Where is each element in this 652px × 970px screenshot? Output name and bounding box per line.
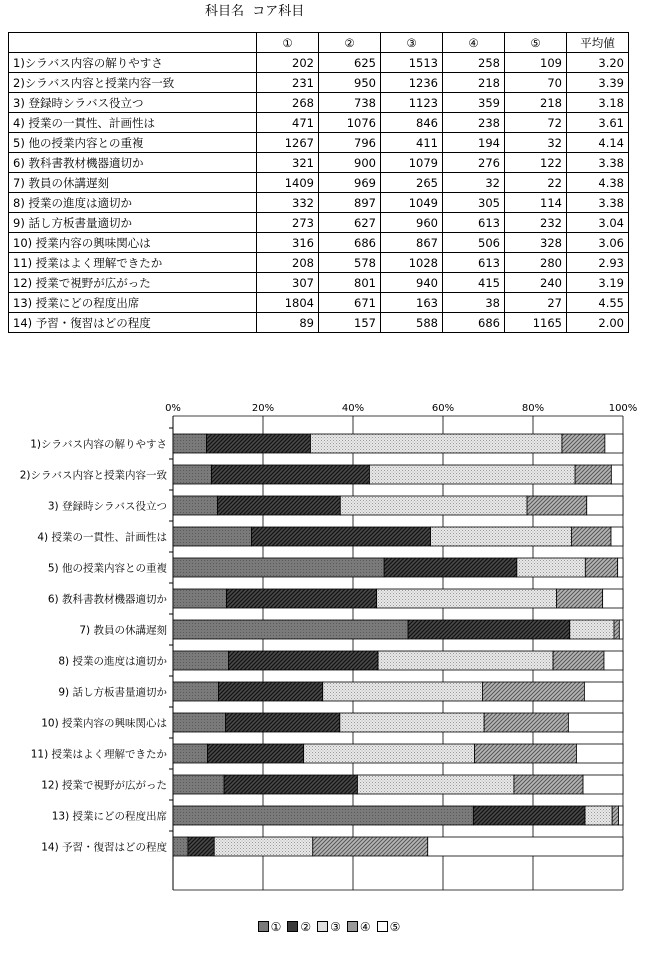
count-cell-4: 32 [443,173,505,193]
average-cell: 4.14 [567,133,629,153]
bar-segment-3 [570,620,614,639]
count-cell-4: 238 [443,113,505,133]
count-cell-5: 32 [505,133,567,153]
count-cell-3: 846 [381,113,443,133]
count-cell-2: 1076 [319,113,381,133]
bar-segment-5 [603,589,623,608]
bar-segment-4 [482,682,584,701]
count-cell-1: 307 [257,273,319,293]
category-label: 2)シラバス内容と授業内容一致 [19,469,167,482]
count-cell-2: 801 [319,273,381,293]
bar-segment-2 [208,744,304,763]
header [205,0,304,19]
count-cell-4: 613 [443,213,505,233]
question-cell: 9) 話し方板書量適切か [9,213,257,233]
question-cell: 8) 授業の進度は適切か [9,193,257,213]
count-cell-1: 268 [257,93,319,113]
bar-segment-1 [173,713,226,732]
average-cell: 2.00 [567,313,629,333]
count-cell-4: 258 [443,53,505,73]
average-cell: 2.93 [567,253,629,273]
count-cell-4: 276 [443,153,505,173]
table-row [9,193,629,213]
table-header-5: ⑤ [505,33,567,53]
subject-value: コア科目 [252,4,305,19]
category-label: 13) 授業にどの程度出席 [51,810,167,823]
count-cell-5: 22 [505,173,567,193]
table-row [9,313,629,333]
chart-legend [0,920,652,934]
category-label: 6) 教科書教材機器適切か [47,593,167,606]
count-cell-2: 627 [319,213,381,233]
count-cell-1: 231 [257,73,319,93]
count-cell-5: 122 [505,153,567,173]
average-cell: 4.55 [567,293,629,313]
bar-segment-2 [251,527,430,546]
bar-segment-3 [214,837,313,856]
bar-segment-2 [207,434,311,453]
table-header-avg: 平均値 [567,33,629,53]
count-cell-1: 1267 [257,133,319,153]
question-cell: 13) 授業にどの程度出席 [9,293,257,313]
question-cell: 10) 授業内容の興味関心は [9,233,257,253]
bar-segment-1 [173,527,251,546]
count-cell-1: 273 [257,213,319,233]
table-row [9,53,629,73]
legend-swatch-2 [287,921,298,932]
count-cell-2: 157 [319,313,381,333]
table-row [9,273,629,293]
count-cell-5: 328 [505,233,567,253]
count-cell-3: 1079 [381,153,443,173]
count-cell-5: 109 [505,53,567,73]
average-cell: 3.19 [567,273,629,293]
x-tick-label: 20% [251,403,275,414]
bar-segment-3 [517,558,586,577]
count-cell-3: 1123 [381,93,443,113]
category-label: 12) 授業で視野が広がった [41,779,167,792]
count-cell-2: 900 [319,153,381,173]
bar-segment-5 [604,651,623,670]
legend-swatch-3 [317,921,328,932]
count-cell-3: 1513 [381,53,443,73]
count-cell-3: 1028 [381,253,443,273]
bar-segment-2 [228,651,378,670]
category-label: 9) 話し方板書量適切か [58,686,167,699]
bar-segment-3 [340,496,527,515]
count-cell-3: 163 [381,293,443,313]
count-cell-2: 738 [319,93,381,113]
count-cell-3: 960 [381,213,443,233]
count-cell-2: 671 [319,293,381,313]
bar-segment-1 [173,558,384,577]
bar-segment-4 [527,496,587,515]
count-cell-2: 969 [319,173,381,193]
count-cell-4: 38 [443,293,505,313]
question-cell: 5) 他の授業内容との重複 [9,133,257,153]
bar-segment-1 [173,465,211,484]
x-tick-label: 60% [431,403,455,414]
bar-segment-1 [173,620,408,639]
table-row [9,133,629,153]
bar-segment-4 [562,434,605,453]
bar-segment-3 [304,744,475,763]
legend-label-2: ② [300,920,312,934]
count-cell-4: 506 [443,233,505,253]
bar-segment-2 [227,589,377,608]
average-cell: 3.61 [567,113,629,133]
legend-swatch-1 [258,921,269,932]
category-label: 10) 授業内容の興味関心は [41,717,167,730]
table-row [9,93,629,113]
average-cell: 3.38 [567,153,629,173]
count-cell-5: 218 [505,93,567,113]
count-cell-2: 578 [319,253,381,273]
table-row [9,293,629,313]
count-cell-1: 208 [257,253,319,273]
count-cell-2: 686 [319,233,381,253]
table-row [9,113,629,133]
table-row [9,233,629,253]
bar-segment-3 [323,682,483,701]
average-cell: 3.04 [567,213,629,233]
question-cell: 7) 教員の休講遅刻 [9,173,257,193]
x-tick-label: 40% [341,403,365,414]
count-cell-1: 1804 [257,293,319,313]
average-cell: 4.38 [567,173,629,193]
bar-segment-4 [571,527,611,546]
question-cell: 3) 登録時シラバス役立つ [9,93,257,113]
bar-segment-4 [575,465,611,484]
bar-segment-1 [173,744,208,763]
average-cell: 3.18 [567,93,629,113]
bar-segment-1 [173,651,228,670]
average-cell: 3.39 [567,73,629,93]
subject-label: 科目名 [205,4,245,19]
bar-segment-4 [514,775,583,794]
bar-segment-3 [369,465,575,484]
bar-segment-2 [384,558,517,577]
count-cell-4: 415 [443,273,505,293]
question-cell: 2)シラバス内容と授業内容一致 [9,73,257,93]
count-cell-2: 897 [319,193,381,213]
bar-segment-4 [313,837,428,856]
average-cell: 3.38 [567,193,629,213]
category-label: 7) 教員の休講遅刻 [79,624,167,637]
category-label: 5) 他の授業内容との重複 [47,562,167,575]
legend-label-1: ① [270,920,282,934]
question-cell: 6) 教科書教材機器適切か [9,153,257,173]
bar-segment-5 [583,775,623,794]
bar-segment-3 [377,589,557,608]
question-cell: 14) 予習・復習はどの程度 [9,313,257,333]
bar-segment-1 [173,682,218,701]
bar-segment-2 [408,620,570,639]
bar-segment-4 [475,744,577,763]
bar-segment-5 [619,620,623,639]
count-cell-5: 1165 [505,313,567,333]
count-cell-1: 316 [257,233,319,253]
count-cell-5: 27 [505,293,567,313]
table-header-blank [9,33,257,53]
count-cell-1: 1409 [257,173,319,193]
bar-segment-1 [173,806,473,825]
count-cell-3: 940 [381,273,443,293]
count-cell-4: 305 [443,193,505,213]
bar-segment-1 [173,434,207,453]
bar-segment-1 [173,775,224,794]
count-cell-5: 240 [505,273,567,293]
count-cell-4: 613 [443,253,505,273]
bar-segment-4 [484,713,568,732]
count-cell-2: 625 [319,53,381,73]
count-cell-3: 411 [381,133,443,153]
count-cell-5: 70 [505,73,567,93]
bar-segment-1 [173,837,188,856]
category-label: 1)シラバス内容の解りやすさ [30,438,167,451]
x-tick-label: 0% [165,403,181,414]
bar-segment-5 [428,837,623,856]
bar-segment-5 [576,744,623,763]
stacked-bar-chart [0,398,652,918]
bar-segment-3 [310,434,562,453]
category-label: 8) 授業の進度は適切か [58,655,167,668]
count-cell-5: 72 [505,113,567,133]
bar-segment-5 [618,558,623,577]
count-cell-3: 1049 [381,193,443,213]
bar-segment-5 [584,682,623,701]
category-label: 11) 授業はよく理解できたか [30,748,167,761]
count-cell-4: 686 [443,313,505,333]
data-table [8,32,629,333]
bar-segment-3 [340,713,484,732]
count-cell-3: 265 [381,173,443,193]
question-cell: 11) 授業はよく理解できたか [9,253,257,273]
question-cell: 1)シラバス内容の解りやすさ [9,53,257,73]
table-row [9,213,629,233]
bar-segment-2 [224,775,357,794]
bar-segment-4 [612,806,618,825]
bar-segment-2 [211,465,369,484]
count-cell-5: 280 [505,253,567,273]
x-tick-label: 100% [608,403,638,414]
bar-segment-2 [226,713,340,732]
bar-segment-5 [619,806,623,825]
legend-label-4: ④ [359,920,371,934]
table-row [9,73,629,93]
bar-segment-4 [557,589,603,608]
bar-segment-5 [587,496,623,515]
bar-segment-4 [614,620,619,639]
table-header-3: ③ [381,33,443,53]
category-label: 14) 予習・復習はどの程度 [41,841,167,854]
count-cell-2: 796 [319,133,381,153]
count-cell-5: 232 [505,213,567,233]
count-cell-1: 332 [257,193,319,213]
bar-segment-2 [218,682,322,701]
count-cell-2: 950 [319,73,381,93]
table-row [9,253,629,273]
count-cell-1: 89 [257,313,319,333]
bar-segment-3 [585,806,612,825]
table-row [9,173,629,193]
category-label: 3) 登録時シラバス役立つ [47,500,167,513]
count-cell-3: 867 [381,233,443,253]
bar-segment-5 [605,434,623,453]
count-cell-4: 218 [443,73,505,93]
table-row [9,153,629,173]
bar-segment-1 [173,496,218,515]
x-tick-label: 80% [521,403,545,414]
bar-segment-3 [378,651,553,670]
category-label: 4) 授業の一貫性、計画性は [37,531,167,544]
legend-label-3: ③ [330,920,341,934]
bar-segment-3 [357,775,513,794]
bar-segment-5 [611,465,623,484]
count-cell-5: 114 [505,193,567,213]
question-cell: 12) 授業で視野が広がった [9,273,257,293]
table-header-2: ② [319,33,381,53]
legend-label-5: ⑤ [389,920,401,934]
bar-segment-2 [218,496,341,515]
count-cell-1: 471 [257,113,319,133]
count-cell-4: 359 [443,93,505,113]
count-cell-1: 202 [257,53,319,73]
table-header-4: ④ [443,33,505,53]
bar-segment-2 [473,806,585,825]
legend-swatch-5 [377,921,388,932]
average-cell: 3.20 [567,53,629,73]
count-cell-4: 194 [443,133,505,153]
count-cell-3: 1236 [381,73,443,93]
bar-segment-2 [188,837,214,856]
bar-segment-1 [173,589,227,608]
average-cell: 3.06 [567,233,629,253]
legend-swatch-4 [347,921,358,932]
bar-segment-4 [585,558,617,577]
question-cell: 4) 授業の一貫性、計画性は [9,113,257,133]
table-header-row [9,33,629,53]
bar-segment-5 [611,527,623,546]
count-cell-1: 321 [257,153,319,173]
bar-segment-4 [553,651,604,670]
bar-segment-3 [431,527,572,546]
bar-segment-5 [568,713,623,732]
table-header-1: ① [257,33,319,53]
count-cell-3: 588 [381,313,443,333]
